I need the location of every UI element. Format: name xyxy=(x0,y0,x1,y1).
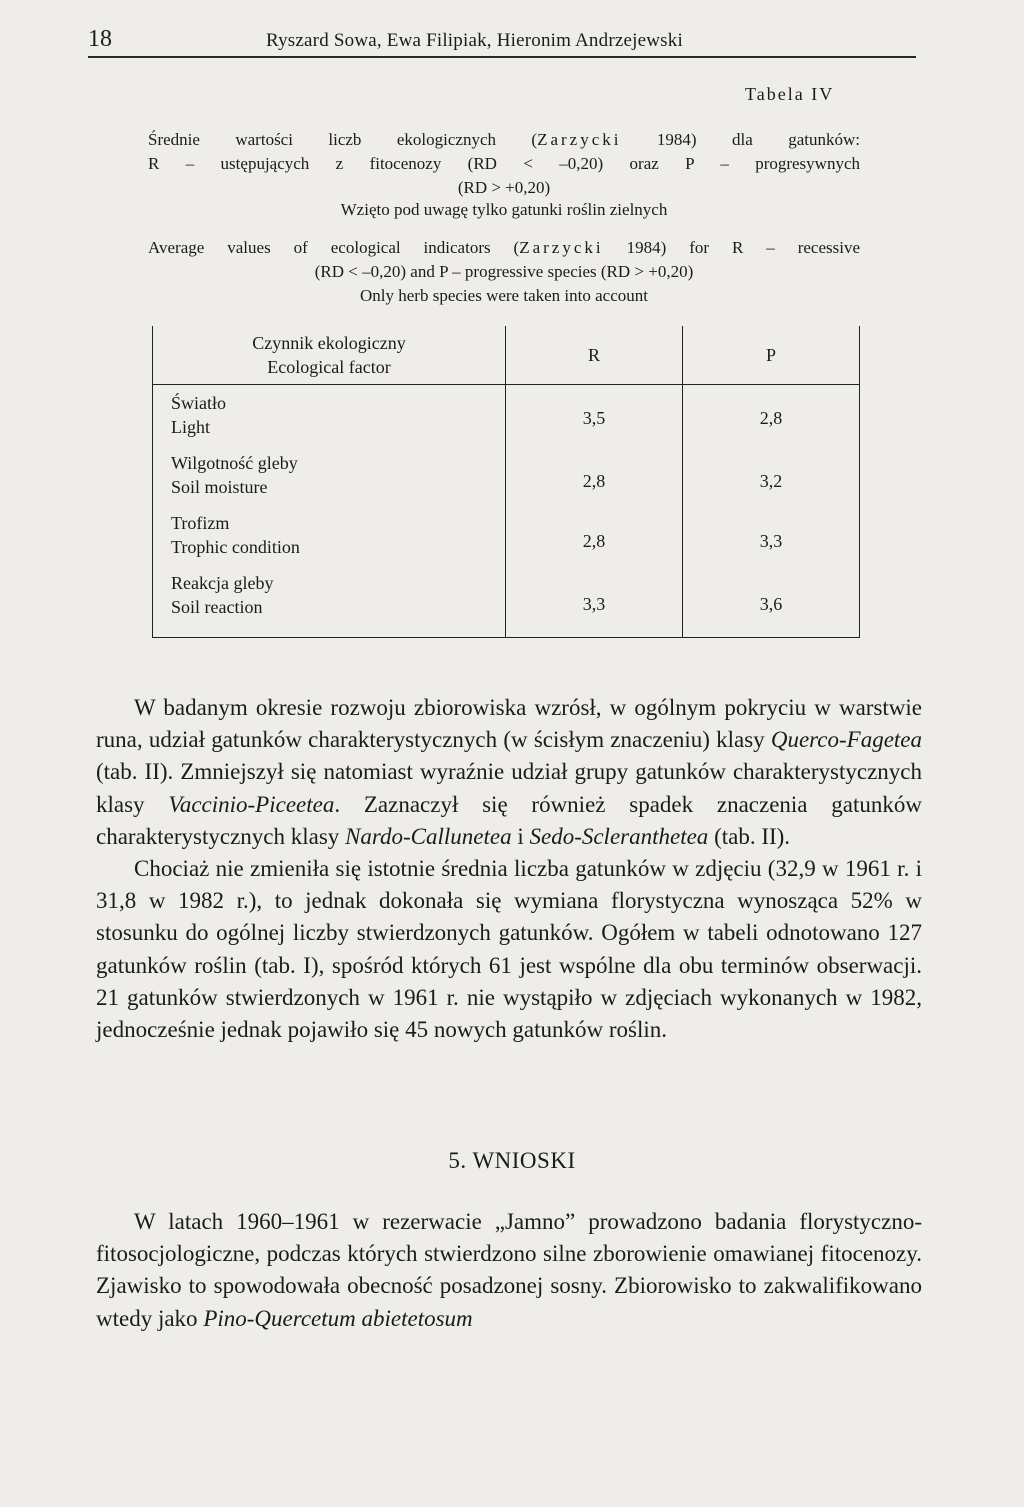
value-r: 3,5 xyxy=(506,385,683,452)
factor-cell xyxy=(153,385,506,452)
header-factor-en: Ecological factor xyxy=(267,357,391,377)
text: i xyxy=(511,823,530,849)
page-number: 18 xyxy=(88,26,112,52)
text: (tab. II). xyxy=(708,823,791,849)
italic-term: Vaccinio-Piceetea xyxy=(168,791,335,817)
caption-en-note: Only herb species were taken into account xyxy=(360,286,648,305)
caption-en-line-2: (RD < –0,20) and P – progressive species (RD > +0,20) xyxy=(314,262,694,281)
paragraph-2: Chociaż nie zmieniła się istotnie średnia liczba gatunków w zdjęciu (32,9 w 1961 r. i 31,8 w 1982 r.), to jednak dokonała się wymiana florystyczna wynosząca 52% w stosunku do ogólnej liczby stwierdzonych gatunków. Ogółem w tabeli odnotowano 127 gatunków roślin (tab. I), spośród których 61 jest wspólne dla obu terminów obserwacji. 21 gatunków stwierdzonych w 1961 r. nie wystąpiło w zdjęciach wykonanych w 1982, jednocześnie jednak pojawiło się 45 nowych gatunków roślin. xyxy=(96,856,922,1043)
table-row xyxy=(153,571,860,638)
text: (tab. II). Zmniejszył się natomiast wyraźnie udział grupy gatunków charakterystycznych klasy xyxy=(96,759,922,817)
factor-en: Soil reaction xyxy=(171,597,263,617)
table-row xyxy=(153,451,860,511)
caption-text: 1984) for R – recessive xyxy=(603,238,861,257)
factor-en: Light xyxy=(171,417,210,437)
caption-pl-note: Wzięto pod uwagę tylko gatunki roślin zielnych xyxy=(340,200,668,219)
caption-en-line-1 xyxy=(148,236,860,260)
table-label: Tabela IV xyxy=(745,84,835,104)
value-r: 2,8 xyxy=(506,511,683,571)
factor-en: Trophic condition xyxy=(171,537,300,557)
factor-cell xyxy=(153,571,506,638)
value-p: 3,2 xyxy=(683,451,860,511)
caption-text: 1984) dla gatunków: xyxy=(621,130,860,149)
caption-author: Zarzycki xyxy=(519,238,604,257)
factor-pl: Trofizm xyxy=(171,513,230,533)
header-factor-pl: Czynnik ekologiczny xyxy=(252,333,406,353)
header-rule xyxy=(88,56,916,58)
caption-author: Zarzycki xyxy=(537,130,622,149)
italic-term: Pino-Quercetum abietetosum xyxy=(203,1305,473,1331)
table-row xyxy=(153,385,860,452)
italic-term: Nardo-Callunetea xyxy=(345,823,512,849)
value-r: 3,3 xyxy=(506,571,683,638)
table-row xyxy=(153,511,860,571)
header-r: R xyxy=(506,326,683,385)
factor-pl: Wilgotność gleby xyxy=(171,453,298,473)
paragraph-1 xyxy=(96,692,922,853)
section-heading: 5. WNIOSKI xyxy=(448,1148,576,1173)
caption-pl-line-1 xyxy=(148,128,860,152)
text: W badanym okresie rozwoju zbiorowiska wzrósł, w ogólnym pokryciu w warstwie runa, udział gatunków charakterystycznych (w ścisłym znaczeniu) klasy xyxy=(96,695,922,753)
caption-pl-line-2: R – ustępujących z fitocenozy (RD < –0,20) oraz P – progresywnych xyxy=(148,154,860,173)
italic-term: Sedo-Scleranthetea xyxy=(529,823,709,849)
factor-cell xyxy=(153,511,506,571)
factor-cell xyxy=(153,451,506,511)
page-header xyxy=(88,20,916,56)
caption-pl-line-3: (RD > +0,20) xyxy=(457,178,551,197)
table-header-row xyxy=(153,326,860,385)
value-p: 3,3 xyxy=(683,511,860,571)
text: . Zaznaczył się również spadek znaczenia gatunków charakterystycznych klasy xyxy=(96,791,922,849)
italic-term: Querco-Fagetea xyxy=(770,727,922,753)
running-head: Ryszard Sowa, Ewa Filipiak, Hieronim Andrzejewski xyxy=(266,30,683,51)
conclusions-text xyxy=(96,1206,922,1335)
text: W latach 1960–1961 w rezerwacie „Jamno” prowadzono badania florystyczno-fitosocjologiczne, podczas których stwierdzono silne zborowienie omawianej fitocenozy. Zjawisko to spowodowała obecność posadzonej sosny. Zbiorowisko to zakwalifikowano wtedy jako xyxy=(96,1209,922,1331)
caption-text: Średnie wartości liczb ekologicznych ( xyxy=(148,130,538,149)
factor-en: Soil moisture xyxy=(171,477,268,497)
value-r: 2,8 xyxy=(506,451,683,511)
factor-pl: Reakcja gleby xyxy=(171,573,274,593)
header-factor xyxy=(153,326,506,385)
value-p: 3,6 xyxy=(683,571,860,638)
ecological-factors-table xyxy=(152,326,860,638)
value-p: 2,8 xyxy=(683,385,860,452)
header-p: P xyxy=(683,326,860,385)
caption-text: Average values of ecological indicators ( xyxy=(148,238,520,257)
body-paragraphs xyxy=(96,692,922,1046)
factor-pl: Światło xyxy=(171,393,227,413)
paragraph-3 xyxy=(96,1206,922,1335)
